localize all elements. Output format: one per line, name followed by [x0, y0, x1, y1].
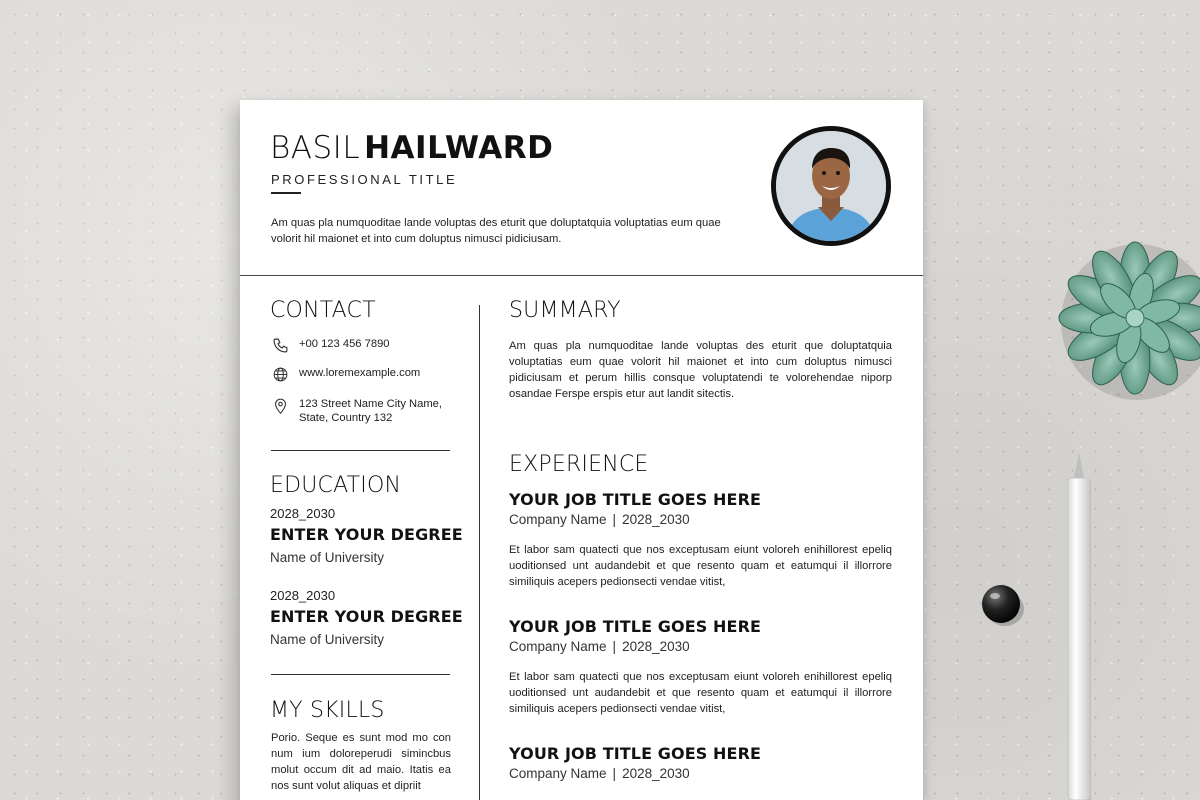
education-1-university: Name of University [270, 550, 385, 565]
job-2-description: Et labor sam quatecti que nos exceptusam eiunt voloreh enihillorest epeliq uoditionsed unt audandebit et que resento quam et eatumqui il illorrore similiquis acepers pedionsecti vendae vitist, [509, 671, 892, 715]
job-2-years: 2028_2030 [622, 639, 690, 654]
job-entry-2 [509, 617, 892, 717]
contact-website-row [271, 365, 420, 383]
address [299, 396, 442, 425]
summary-heading: SUMMARY [509, 298, 621, 323]
contact-divider [271, 450, 450, 451]
globe-icon [271, 365, 289, 383]
job-1-company: Company Name [509, 512, 607, 527]
job-3-years: 2028_2030 [622, 766, 690, 781]
job-2-separator: | [612, 639, 617, 654]
education-2-years: 2028_2030 [270, 588, 336, 603]
address-line-2: State, Country 132 [299, 412, 393, 424]
phone-number: +00 123 456 7890 [299, 338, 390, 350]
person-portrait-image [776, 131, 886, 241]
job-entry-1 [509, 490, 892, 590]
phone-icon [271, 336, 289, 354]
intro-text: Am quas pla numquoditae lande voluptas des eturit que doluptatquia voluptatias eum quae volorit hil maionet et into cum doluptus nimusci pidiciusam. [271, 217, 721, 245]
contact-address-row [271, 396, 442, 425]
contact-phone-row [271, 336, 390, 354]
experience-heading: EXPERIENCE [509, 452, 649, 477]
location-pin-icon [271, 396, 289, 414]
address-line-1: 123 Street Name City Name, [299, 398, 443, 410]
education-1-years: 2028_2030 [270, 506, 336, 521]
education-1-degree: ENTER YOUR DEGREE [270, 525, 463, 544]
full-name [270, 130, 553, 166]
profile-photo [771, 126, 891, 246]
job-3-separator: | [612, 766, 617, 781]
push-pin-decoration [980, 583, 1024, 627]
job-2-company: Company Name [509, 639, 607, 654]
title-underline [271, 192, 301, 194]
column-divider [479, 305, 480, 800]
professional-title: PROFESSIONAL TITLE [271, 172, 458, 187]
job-3-meta [509, 766, 892, 781]
job-2-meta [509, 639, 892, 654]
job-1-title: YOUR JOB TITLE GOES HERE [509, 490, 762, 509]
job-3-title: YOUR JOB TITLE GOES HERE [509, 744, 762, 763]
stylus-pen-decoration [1063, 450, 1095, 800]
contact-heading: CONTACT [270, 298, 376, 323]
skills-text: Porio. Seque es sunt mod mo con num ium doloreperudi simincbus molut occum dit ad maio. Itatis ea nos sunt volut aliquas et dipriit [271, 732, 451, 792]
job-1-separator: | [612, 512, 617, 527]
skills-heading: MY SKILLS [270, 698, 385, 723]
job-1-description: Et labor sam quatecti que nos exceptusam eiunt voloreh enihillorest epeliq uoditionsed unt audandebit et que resento quam et eatumqui il illorrore similiquis acepers pedionsecti vendae vitist, [509, 544, 892, 588]
education-2-degree: ENTER YOUR DEGREE [270, 607, 463, 626]
education-2-university: Name of University [270, 632, 385, 647]
header-divider [240, 275, 923, 276]
job-2-title: YOUR JOB TITLE GOES HERE [509, 617, 762, 636]
resume-page [240, 100, 923, 800]
job-entry-3 [509, 744, 892, 781]
education-divider [271, 674, 450, 675]
job-1-meta [509, 512, 892, 527]
website-url: www.loremexample.com [299, 367, 421, 379]
job-3-company: Company Name [509, 766, 607, 781]
last-name: HAILWARD [364, 130, 554, 166]
job-1-years: 2028_2030 [622, 512, 690, 527]
education-heading: EDUCATION [270, 473, 402, 498]
summary-text: Am quas pla numquoditae lande voluptas des eturit que doluptatquia voluptatias eum quae volorit hil maionet et into cum doluptus nimusci pidiciusam et perum hillis consque voluptatendi te volorehendae niporp osandae Ferspe erspis etur aut landit sitectis. [509, 340, 892, 400]
first-name: BASIL [270, 130, 361, 166]
succulent-plant-decoration [1057, 240, 1200, 400]
